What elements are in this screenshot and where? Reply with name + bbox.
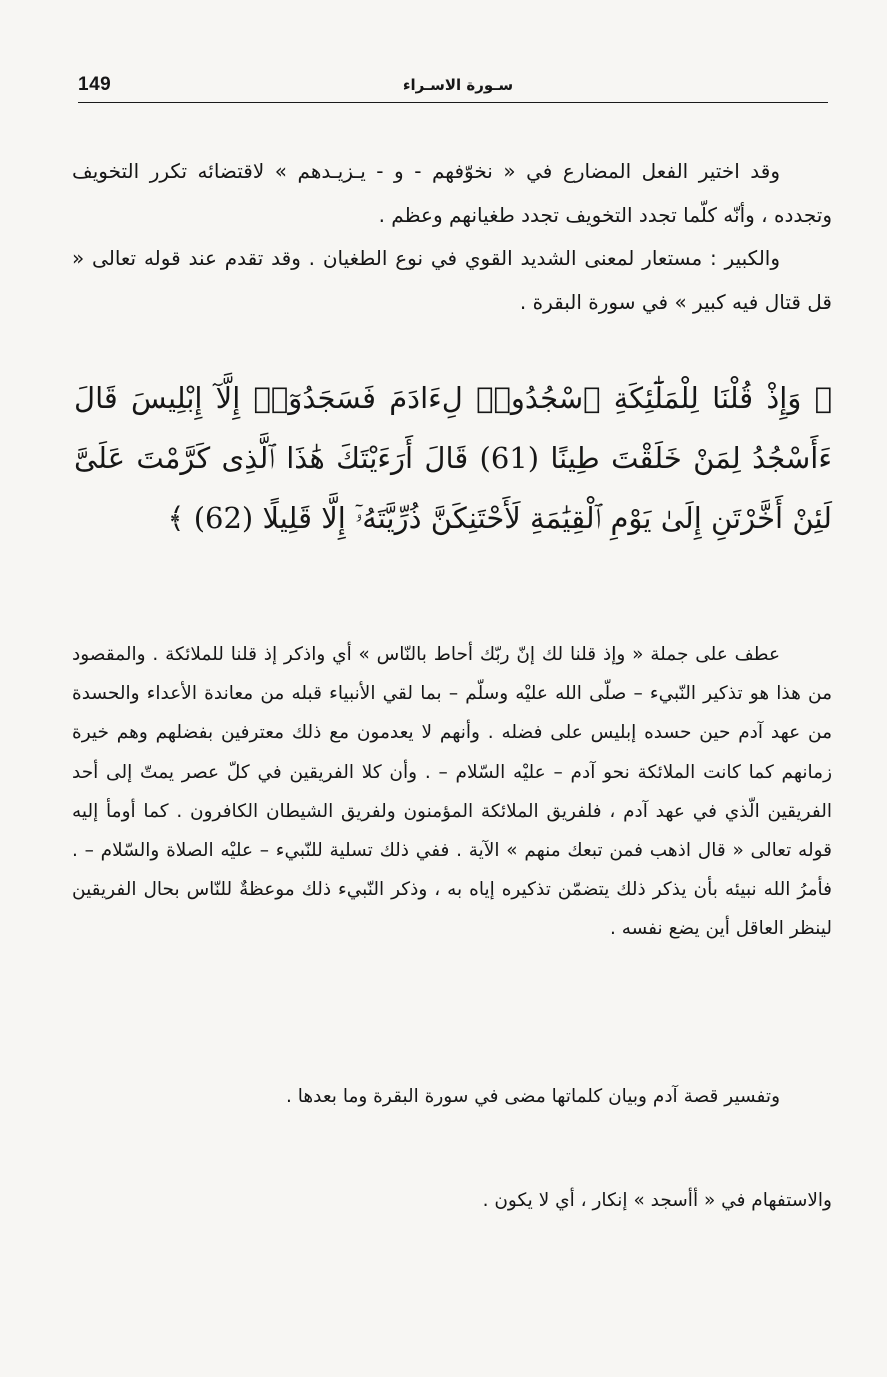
paragraph-2: والكبير : مستعار لمعنى الشديد القوي في نوع الطغيان . وقد تقدم عند قوله تعالى « قل قتال فيه كبير » في سورة البقرة . — [72, 246, 832, 314]
quran-verse: ﴿ وَإِذْ قُلْنَا لِلْمَلَٰٓئِكَةِ ٱسْجُدُوا۟ لِءَادَمَ فَسَجَدُوٓا۟ إِلَّآ إِبْلِيسَ قَالَ ءَأَسْجُدُ لِمَنْ خَلَقْتَ طِينًا (61) قَالَ أَرَءَيْتَكَ هَٰذَا ٱلَّذِى كَرَّمْتَ عَلَىَّ لَئِنْ أَخَّرْتَنِ إِلَىٰ يَوْمِ ٱلْقِيَٰمَةِ لَأَحْتَنِكَنَّ ذُرِّيَّتَهُۥٓ إِلَّا قَلِيلًا (62) ﴾ — [74, 381, 833, 535]
page-header — [78, 74, 828, 106]
paragraph-3: عطف على جملة « وإذ قلنا لك إنّ ربّك أحاط بالنّاس » أي واذكر إذ قلنا للملائكة . والمقصود من هذا هو تذكير النّبيء – صلّى الله عليْه وسلّم – بما لقي الأنبياء قبله من معاندة الأعداء والحسدة من عهد آدم حين حسده إبليس على فضله . وأنهم لا يعدمون مع ذلك معترفين بفضلهم وهم خيرة زمانهم كما كانت الملائكة نحو آدم – عليْه السّلام – . وأن كلا الفريقين في كلّ عصر يمتّ إلى أحد الفريقين الّذي في عهد آدم ، فلفريق الملائكة المؤمنون ولفريق الشيطان الكافرون . كما أومأ إليه قوله تعالى « قال اذهب فمن تبعك منهم » الآية . ففي ذلك تسلية للنّبيء – عليْه الصلاة والسّلام – . فأمرُ الله نبيئه بأن يذكر ذلك يتضمّن تذكيره إياه به ، وذكر النّبيء ذلك موعظةٌ للنّاس بحال الفريقين لينظر العاقل أين يضع نفسه . — [72, 644, 832, 940]
header-rule — [78, 102, 828, 103]
paragraph-1: وقد اختير الفعل المضارع في « نخوّفهم - و - يـزيـدهم » لاقتضائه تكرر التخويف وتجدده ، وأنّه كلّما تجدد التخويف تجدد طغيانهم وعظم . — [72, 159, 832, 227]
paragraph-5: والاستفهام في « أأسجد » إنكار ، أي لا يكون . — [482, 1190, 832, 1211]
running-title: سـورة الاسـراء — [402, 76, 514, 94]
paragraph-4: وتفسير قصة آدم وبيان كلماتها مضى في سورة البقرة وما بعدها . — [286, 1086, 780, 1107]
page-number: 149 — [78, 74, 112, 95]
